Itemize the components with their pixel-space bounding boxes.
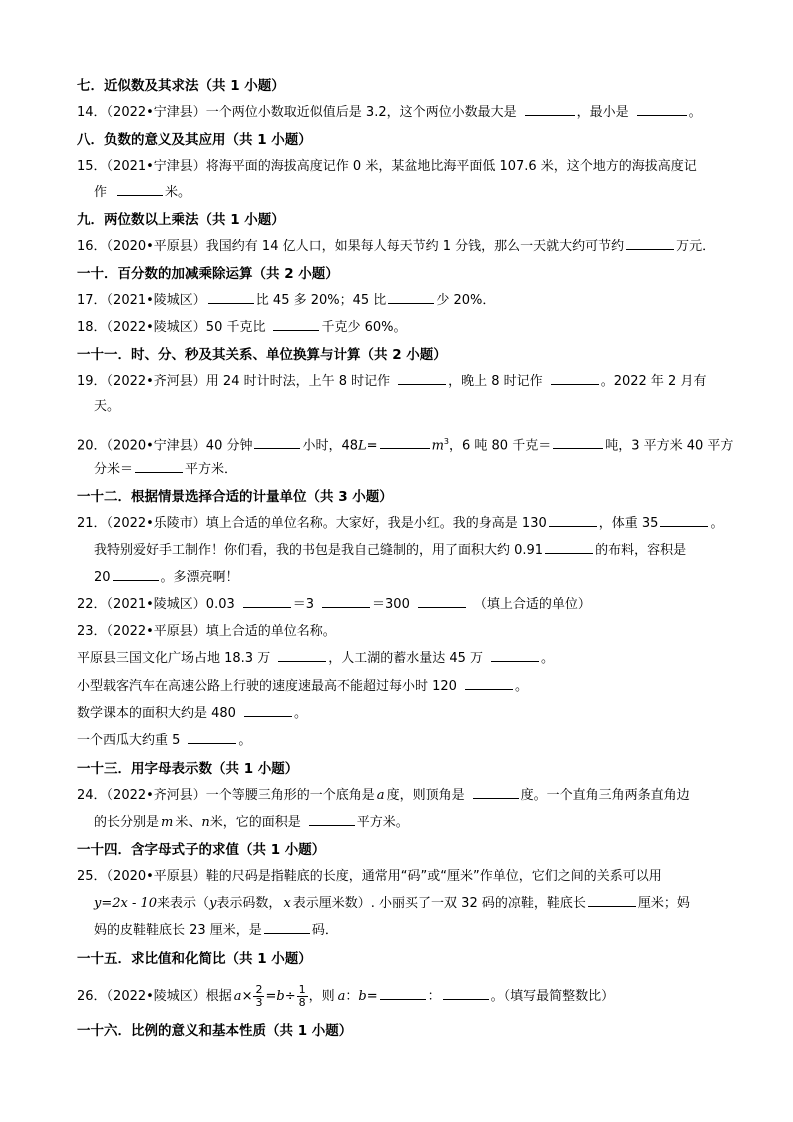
question-19-cont: 天。 [94,399,121,414]
section-heading-7: 七．近似数及其求法（共 1 小题） [77,78,285,94]
question-23: 23．（2022•平原县）填上合适的单位名称。 [77,624,336,639]
question-21: 21．（2022•乐陵市）填上合适的单位名称。大家好，我是小红。我的身高是 130 ，体重 35 。 [77,516,724,531]
answer-blank[interactable] [551,372,599,385]
answer-blank[interactable] [254,436,300,449]
question-23-line3: 数学课本的面积大约是 480 。 [77,706,307,721]
question-20-cont: 分米＝ 平方米． [94,462,238,477]
answer-blank[interactable] [465,677,513,690]
answer-blank[interactable] [626,237,674,250]
question-15-cont: 作 米。 [94,185,192,200]
question-24: 24．（2022•齐河县）一个等腰三角形的一个底角是 a 度，则顶角是 度。一个直角三角两条直角边 [77,788,690,803]
section-heading-15: 一十五．求比值和化简比（共 1 小题） [77,951,312,967]
question-16: 16．（2020•平原县）我国约有 14 亿人口，如果每人每天节约 1 分钱，那么一天就大约可节约 万元． [77,239,716,254]
answer-blank[interactable] [188,731,236,744]
question-18: 18．（2022•陵城区）50 千克比 千克少 60%。 [77,320,407,335]
question-21-cont1: 我特别爱好手工制作！你们看，我的书包是我自己缝制的，用了面积大约 0.91 的布料，容积是 [94,543,687,558]
question-25-cont1: y=2x - 10来表示（y表示码数， x 表示厘米数）. 小丽买了一双 32 码的凉鞋，鞋底长 厘米；妈 [94,896,690,911]
section-heading-8: 八．负数的意义及其应用（共 1 小题） [77,132,312,148]
answer-blank[interactable] [309,813,355,826]
question-26: 26．（2022•陵城区）根据 a× $\frac{2}{3}$ =b÷ $\frac{1}{8}$ ，则 a：b= ： 。（填写最简整数比） [77,983,615,1009]
answer-blank[interactable] [491,649,539,662]
section-heading-9: 九．两位数以上乘法（共 1 小题） [77,212,285,228]
answer-blank[interactable] [660,514,708,527]
answer-blank[interactable] [243,595,291,608]
answer-blank[interactable] [244,704,292,717]
answer-blank[interactable] [278,649,326,662]
question-20: 20．（2020•宁津县）40 分钟 小时，$48L= m^3$，6 吨 80 千克＝ 吨，3 平方米 40 平方 [77,437,734,454]
answer-blank[interactable] [637,103,687,116]
answer-blank[interactable] [273,318,319,331]
answer-blank[interactable] [380,436,430,449]
question-24-cont: 的长分别是 m 米、n米，它的面积是 平方米。 [94,815,409,830]
answer-blank[interactable] [545,541,593,554]
section-heading-11: 一十一．时、分、秒及其关系、单位换算与计算（共 2 小题） [77,347,447,363]
answer-blank[interactable] [208,291,254,304]
answer-blank[interactable] [388,291,434,304]
fraction-one-eighth: $\frac{1}{8}$ [298,983,306,1009]
section-heading-10: 一十．百分数的加减乘除运算（共 2 小题） [77,266,339,282]
section-heading-13: 一十三．用字母表示数（共 1 小题） [77,761,299,777]
question-15: 15．（2021•宁津县）将海平面的海拔高度记作 0 米，某盆地比海平面低 107.6 米，这个地方的海拔高度记 [77,159,697,174]
section-heading-12: 一十二．根据情景选择合适的计量单位（共 3 小题） [77,489,393,505]
question-23-line1: 平原县三国文化广场占地 18.3 万 ，人工湖的蓄水量达 45 万 。 [77,651,555,666]
question-21-cont2: 20 。多漂亮啊！ [94,570,239,585]
answer-blank[interactable] [473,786,519,799]
question-23-line4: 一个西瓜大约重 5 。 [77,733,252,748]
answer-blank[interactable] [135,460,183,473]
question-25-cont2: 妈的皮鞋鞋底长 23 厘米，是 码． [94,923,338,938]
section-heading-16: 一十六．比例的意义和基本性质（共 1 小题） [77,1023,353,1039]
answer-blank[interactable] [322,595,370,608]
question-25: 25．（2020•平原县）鞋的尺码是指鞋底的长度，通常用“码”或“厘米”作单位，它们之间的关系可以用 [77,869,662,884]
answer-blank[interactable] [113,568,159,581]
answer-blank[interactable] [380,987,426,1000]
answer-blank[interactable] [264,921,310,934]
answer-blank[interactable] [553,436,603,449]
section-heading-14: 一十四．含字母式子的求值（共 1 小题） [77,842,326,858]
answer-blank[interactable] [443,987,489,1000]
question-19: 19．（2022•齐河县）用 24 时计时法，上午 8 时记作 ，晚上 8 时记作 。2022 年 2 月有 [77,374,707,389]
answer-blank[interactable] [549,514,597,527]
answer-blank[interactable] [525,103,575,116]
answer-blank[interactable] [117,183,163,196]
question-17: 17．（2021•陵城区） 比 45 多 20%；45 比 少 20%． [77,293,496,308]
question-14: 14．（2022•宁津县）一个两位小数取近似值后是 3.2，这个两位小数最大是 ，最小是 。 [77,105,702,120]
fraction-two-thirds: $\frac{2}{3}$ [255,983,263,1009]
question-22: 22．（2021•陵城区）0.03 ＝3 ＝300 （填上合适的单位） [77,597,591,612]
answer-blank[interactable] [418,595,466,608]
answer-blank[interactable] [588,894,636,907]
answer-blank[interactable] [398,372,446,385]
question-23-line2: 小型载客汽车在高速公路上行驶的速度速最高不能超过每小时 120 。 [77,679,528,694]
